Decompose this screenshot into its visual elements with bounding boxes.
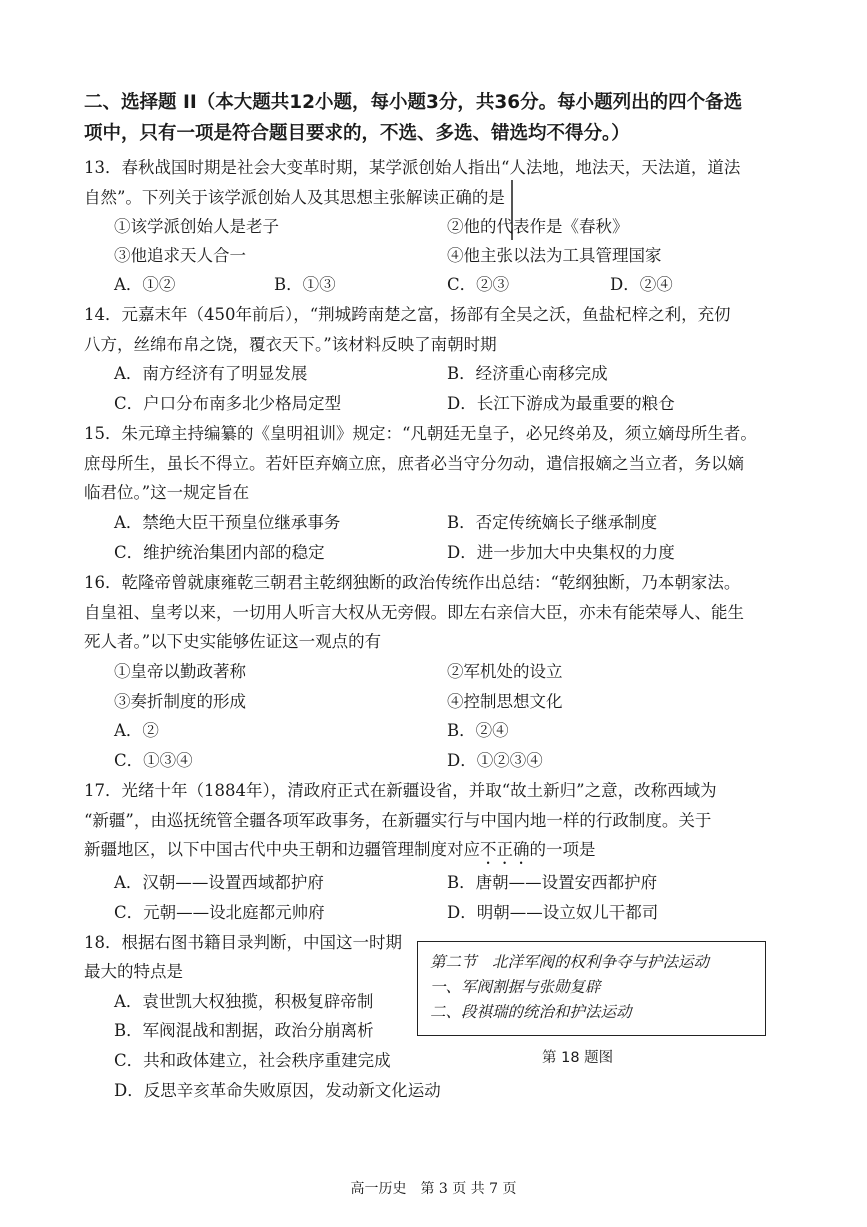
q16-item-3: ③奏折制度的形成 (114, 692, 246, 711)
q16-item-2: ②军机处的设立 (447, 662, 563, 681)
section-heading-line1: 二、选择题 II（本大题共12小题，每小题3分，共36分。每小题列出的四个备选 (84, 92, 743, 113)
q16-choice-c: C．①③④ (114, 751, 193, 770)
q18-figure-line2: 一、军阀割据与张勋复辟 (430, 978, 601, 996)
q15-choice-c: C．维护统治集团内部的稳定 (114, 543, 325, 562)
q15-stem-line1: 15．朱元璋主持编纂的《皇明祖训》规定：“凡朝廷无皇子，必兄终弟及，须立嫡母所生者。 (84, 424, 757, 443)
q13-item-3: ③他追求天人合一 (114, 246, 246, 265)
q13-stem-line1: 13．春秋战国时期是社会大变革时期，某学派创始人指出“人法地，地法天，天法道，道法 (84, 158, 741, 177)
q13-item-2: ②他的代表作是《春秋》 (447, 217, 629, 236)
q13-choice-d: D．②④ (610, 275, 673, 294)
q18-choice-b: B．军阀混战和割据，政治分崩离析 (114, 1021, 374, 1040)
q13-choice-a: A．①② (114, 275, 176, 294)
q15-choice-d: D．进一步加大中央集权的力度 (447, 543, 675, 562)
page-footer: 高一历史 第 3 页 共 7 页 (350, 1181, 517, 1197)
q17-choice-b: B．唐朝——设置安西都护府 (447, 873, 658, 892)
q14-choice-a: A．南方经济有了明显发展 (114, 364, 308, 383)
q15-choice-a: A．禁绝大臣干预皇位继承事务 (114, 513, 341, 532)
q16-item-4: ④控制思想文化 (447, 692, 563, 711)
q13-choice-c: C．②③ (447, 275, 510, 294)
q13-item-4: ④他主张以法为工具管理国家 (447, 246, 662, 265)
q13-choice-b: B．①③ (274, 275, 336, 294)
q18-stem-line2: 最大的特点是 (84, 962, 183, 981)
q14-choice-d: D．长江下游成为最重要的粮仓 (447, 394, 675, 413)
q18-choice-c: C．共和政体建立，社会秩序重建完成 (114, 1051, 391, 1070)
q17-stem-line3-pre: 新疆地区，以下中国古代中央王朝和边疆管理制度对应 (84, 840, 480, 859)
q13-stem-line2: 自然”。下列关于该学派创始人及其思想主张解读正确的是 (84, 188, 505, 207)
q17-choice-c: C．元朝——设北庭都元帅府 (114, 903, 325, 922)
q14-stem-line2: 八方，丝绵布帛之饶，覆衣天下。”该材料反映了南朝时期 (84, 335, 497, 354)
q17-choice-d: D．明朝——设立奴儿干都司 (447, 903, 659, 922)
q16-item-1: ①皇帝以勤政著称 (114, 662, 246, 681)
q15-stem-line2: 庶母所生，虽长不得立。若奸臣弃嫡立庶，庶者必当守分勿动，遣信报嫡之当立者，务以嫡 (84, 454, 744, 473)
q16-stem-line2: 自皇祖、皇考以来，一切用人听言大权从无旁假。即左右亲信大臣，亦未有能荣辱人、能生 (84, 603, 744, 622)
section-heading-line2: 项中，只有一项是符合题目要求的，不选、多选、错选均不得分。） (84, 123, 630, 144)
q17-choice-a: A．汉朝——设置西域都护府 (114, 873, 324, 892)
q16-choice-b: B．②④ (447, 721, 509, 740)
q17-stem-line3 (84, 839, 596, 868)
q16-stem-line3: 死人者。”以下史实能够佐证这一观点的有 (84, 632, 382, 651)
q18-figure-box (417, 941, 766, 1036)
q13-item-1: ①该学派创始人是老子 (114, 217, 279, 236)
q15-choice-b: B．否定传统嫡长子继承制度 (447, 513, 658, 532)
q16-choice-a: A．② (114, 721, 159, 740)
q18-choice-d: D．反思辛亥革命失败原因，发动新文化运动 (114, 1081, 441, 1100)
q18-stem-line1: 18．根据右图书籍目录判断，中国这一时期 (84, 933, 402, 952)
q18-figure-line3: 二、段祺瑞的统治和护法运动 (430, 1003, 632, 1021)
q17-emphasis-not-correct: 不正确 (480, 840, 530, 859)
q14-stem-line1: 14．元嘉末年（450年前后），“荆城跨南楚之富，扬部有全吴之沃，鱼盐杞梓之利，充仞 (84, 305, 731, 324)
q15-stem-line3: 临君位。”这一规定旨在 (84, 483, 250, 502)
q17-stem-line3-post: 的一项是 (529, 840, 596, 859)
q16-stem-line1: 16．乾隆帝曾就康雍乾三朝君主乾纲独断的政治传统作出总结：“乾纲独断，乃本朝家法。 (84, 573, 741, 592)
q14-choice-c: C．户口分布南多北少格局定型 (114, 394, 342, 413)
q18-choice-a: A．袁世凯大权独揽，积极复辟帝制 (114, 992, 374, 1011)
q18-figure-line1: 第二节 北洋军阀的权利争夺与护法运动 (430, 953, 710, 971)
q17-stem-line2: “新疆”，由巡抚统管全疆各项军政事务，在新疆实行与中国内地一样的行政制度。关于 (84, 811, 712, 830)
q18-figure-caption: 第 18 题图 (542, 1050, 614, 1066)
q17-stem-line1: 17．光绪十年（1884年），清政府正式在新疆设省，并取“故土新归”之意，改称西域为 (84, 781, 717, 800)
q16-choice-d: D．①②③④ (447, 751, 543, 770)
q14-choice-b: B．经济重心南移完成 (447, 364, 608, 383)
